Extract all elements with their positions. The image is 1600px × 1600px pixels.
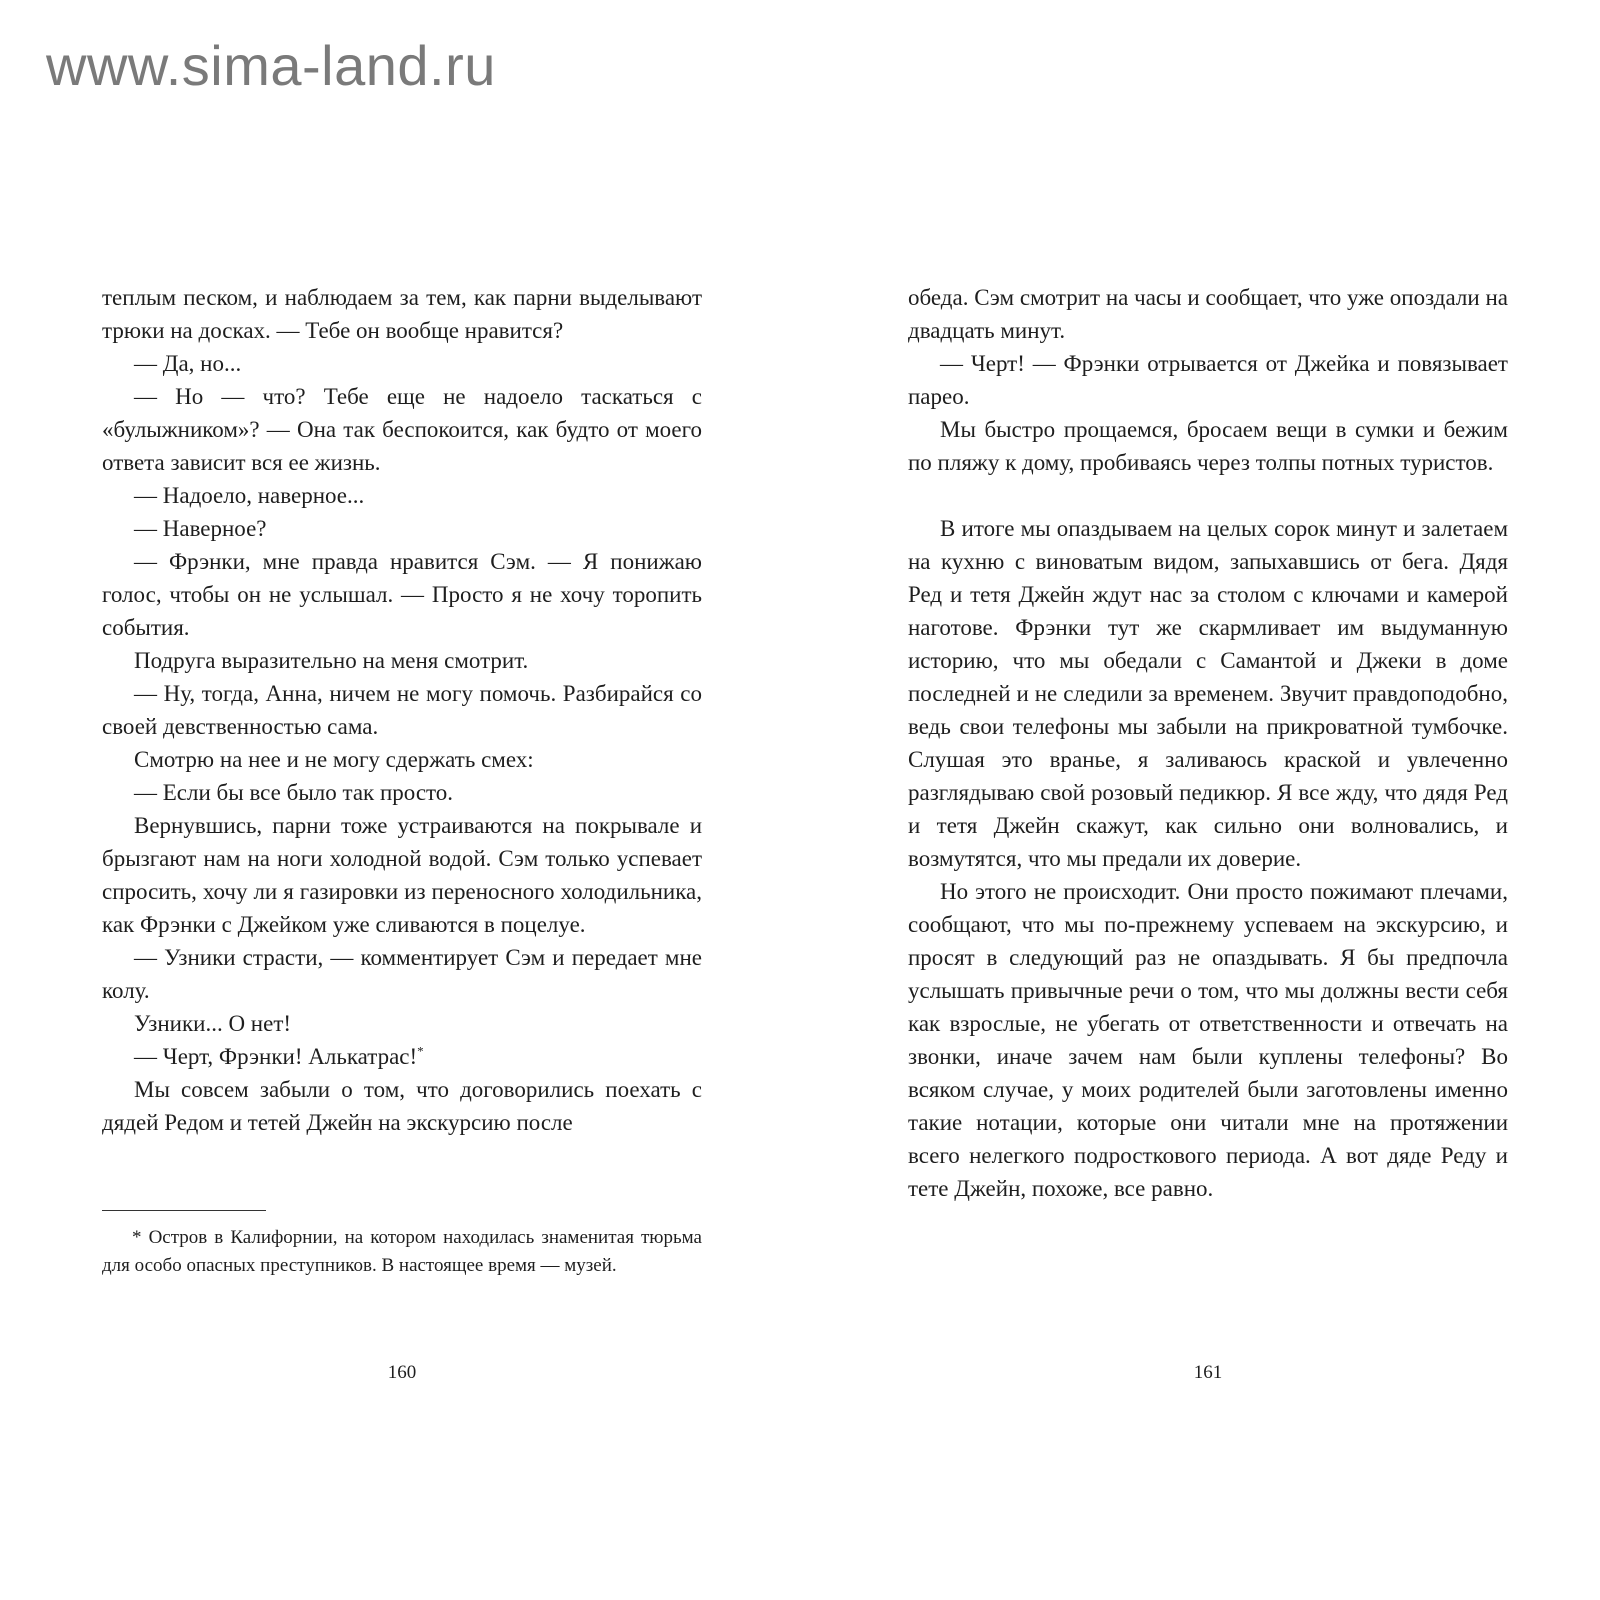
right-paragraph-3: Мы быстро прощаемся, бросаем вещи в сумки и бежим по пляжу к дому, пробиваясь через толпы потных туристов. (908, 417, 1508, 475)
footnote-divider (102, 1210, 266, 1211)
left-paragraph-10: — Если бы все было так просто. (134, 780, 454, 805)
left-paragraph-7: Подруга выразительно на меня смотрит. (134, 648, 529, 673)
left-paragraph-15: Мы совсем забыли о том, что договорились поехать с дядей Редом и тетей Джейн на экскурсию после (102, 1077, 702, 1135)
left-paragraph-13: Узники... О нет! (134, 1011, 292, 1036)
right-page (908, 281, 1508, 1205)
left-paragraph-12: — Узники страсти, — комментирует Сэм и передает мне колу. (102, 945, 702, 1003)
left-paragraph-11: Вернувшись, парни тоже устраиваются на покрывале и брызгают нам на ноги холодной водой. Сэм только успевает спросить, хочу ли я газировки из переносного холодильника, как Фрэнки с Джейком уже сливаются в поцелуе. (102, 813, 702, 937)
footnote-text: * Остров в Калифорнии, на котором находилась знаменитая тюрьма для особо опасных преступников. В настоящее время — музей. (102, 1227, 702, 1276)
left-paragraph-1: теплым песком, и наблюдаем за тем, как парни выделывают трюки на досках. — Тебе он вообще нравится? (102, 285, 702, 343)
left-paragraph-2: — Да, но... (134, 351, 242, 376)
right-paragraph-5: Но этого не происходит. Они просто пожимают плечами, сообщают, что мы по-прежнему успеваем на экскурсию, и просят в следующий раз не опаздывать. Я бы предпочла услышать привычные речи о том, что мы должны вести себя как взрослые, не убегать от ответственности и отвечать на звонки, иначе зачем нам были куплены телефоны? Во всяком случае, у моих родителей были заготовлены именно такие нотации, которые они читали мне на протяжении всего нелегкого подросткового периода. А вот дяде Реду и тете Джейн, похоже, все равно. (908, 879, 1508, 1201)
right-paragraph-1: обеда. Сэм смотрит на часы и сообщает, что уже опоздали на двадцать минут. (908, 285, 1508, 343)
page-number-right: 161 (1193, 1362, 1223, 1383)
left-paragraph-9: Смотрю на нее и не могу сдержать смех: (134, 747, 534, 772)
left-paragraph-14 (102, 1040, 702, 1073)
alcatraz-line: — Черт, Фрэнки! Алькатрас! (134, 1044, 418, 1069)
footnote-reference-mark: * (417, 1043, 424, 1059)
watermark-text: www.sima-land.ru (46, 34, 496, 97)
right-paragraph-2: — Черт! — Фрэнки отрывается от Джейка и повязывает парео. (908, 351, 1508, 409)
left-paragraph-3: — Но — что? Тебе еще не надоело таскаться с «булыжником»? — Она так беспокоится, как будто от моего ответа зависит вся ее жизнь. (102, 384, 702, 475)
left-paragraph-6: — Фрэнки, мне правда нравится Сэм. — Я понижаю голос, чтобы он не услышал. — Просто я не хочу торопить события. (102, 549, 702, 640)
left-paragraph-8: — Ну, тогда, Анна, ничем не могу помочь. Разбирайся со своей девственностью сама. (102, 681, 702, 739)
left-paragraph-5: — Наверное? (134, 516, 267, 541)
page-number-left: 160 (387, 1362, 417, 1383)
left-paragraph-4: — Надоело, наверное... (134, 483, 365, 508)
right-paragraph-4: В итоге мы опаздываем на целых сорок минут и залетаем на кухню с виноватым видом, запыхавшись от бега. Дядя Ред и тетя Джейн ждут нас за столом с ключами и камерой наготове. Фрэнки тут же скармливает им выдуманную историю, что мы обедали с Самантой и Джеки в доме последней и не следили за временем. Звучит правдоподобно, ведь свои телефоны мы забыли на прикроватной тумбочке. Слушая это вранье, я заливаюсь краской и увлеченно разглядываю свой розовый педикюр. Я все жду, что дядя Ред и тетя Джейн скажут, как сильно они волновались, и возмутятся, что мы предали их доверие. (908, 516, 1508, 871)
left-page (102, 281, 702, 1139)
